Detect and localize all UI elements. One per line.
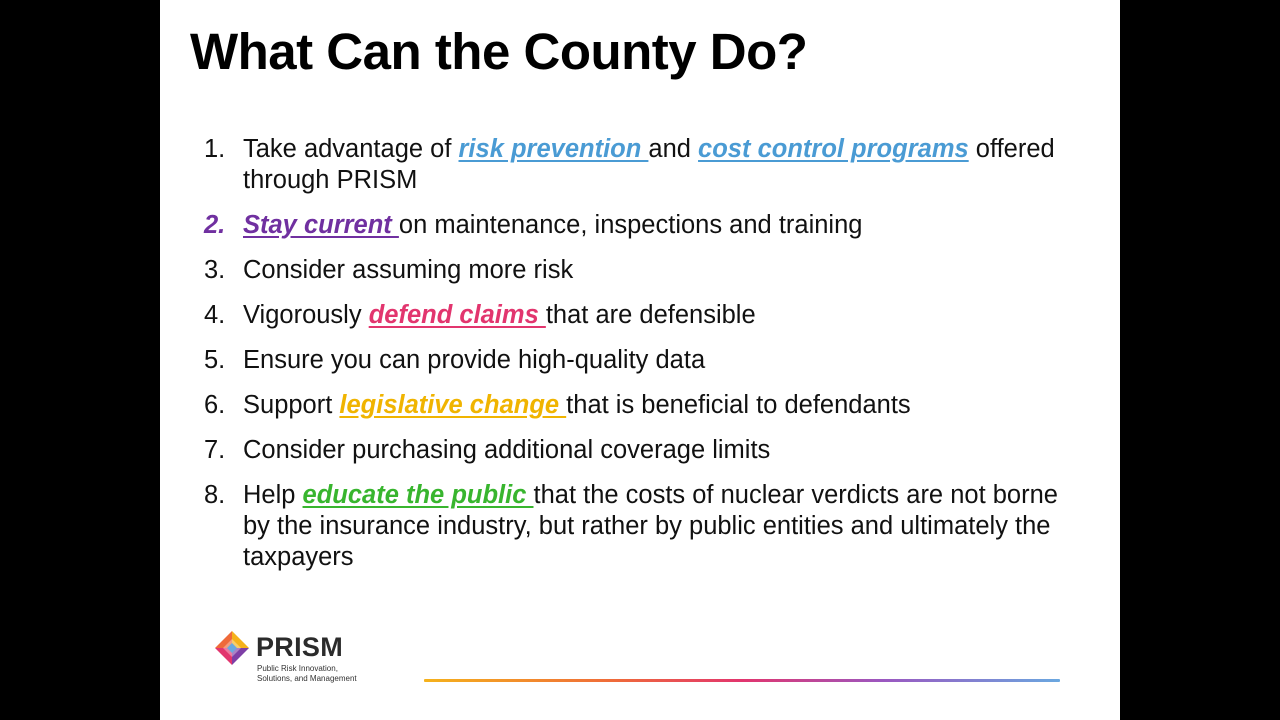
slide — [160, 0, 1120, 720]
prism-logo — [214, 630, 374, 686]
item-text — [243, 210, 1084, 241]
item-number: 4. — [204, 301, 226, 329]
defend-claims-link[interactable]: defend claims — [368, 301, 546, 329]
list-item — [204, 210, 1084, 241]
slide-title: What Can the County Do? — [190, 23, 808, 80]
item-text-part: Support — [243, 391, 340, 419]
item-number: 6. — [204, 391, 226, 419]
item-text — [243, 255, 1084, 286]
item-text — [243, 480, 1084, 573]
item-number: 1. — [204, 135, 226, 163]
list-item — [204, 390, 1084, 421]
list-item — [204, 345, 1084, 376]
logo-tagline — [257, 664, 377, 684]
item-text — [243, 345, 1084, 376]
item-text-part: that are defensible — [545, 301, 756, 329]
list-item — [204, 480, 1084, 573]
footer-gradient-divider — [424, 679, 1060, 682]
item-text-part: on maintenance, inspections and training — [398, 211, 863, 239]
stay-current-link[interactable]: Stay current — [243, 211, 399, 239]
list-item — [204, 300, 1084, 331]
item-number: 8. — [204, 481, 226, 509]
item-text-part: and — [648, 135, 699, 163]
item-number: 7. — [204, 436, 226, 464]
item-number: 5. — [204, 346, 226, 374]
item-text-part: Consider assuming more risk — [243, 256, 574, 284]
item-text — [243, 390, 1084, 421]
list-item — [204, 435, 1084, 466]
prism-diamond-icon — [214, 630, 250, 666]
item-text-part: that is beneficial to defendants — [566, 391, 911, 419]
item-text — [243, 300, 1084, 331]
item-text-part: Consider purchasing additional coverage limits — [243, 436, 771, 464]
risk-prevention-link[interactable]: risk prevention — [458, 135, 649, 163]
item-number: 3. — [204, 256, 226, 284]
item-text-part: Vigorously — [243, 301, 369, 329]
item-text-part: offered through PRISM — [243, 135, 1055, 194]
logo-wordmark: PRISM — [256, 632, 344, 662]
logo-tagline-line: Solutions, and Management — [257, 674, 357, 683]
list-item — [204, 134, 1084, 196]
item-text-part: Help — [243, 481, 303, 509]
list-item — [204, 255, 1084, 286]
item-text-part: Take advantage of — [243, 135, 459, 163]
item-text — [243, 134, 1084, 196]
legislative-change-link[interactable]: legislative change — [339, 391, 567, 419]
action-list — [204, 134, 1084, 587]
logo-tagline-line: Public Risk Innovation, — [257, 664, 338, 673]
educate-the-public-link[interactable]: educate the public — [302, 481, 534, 509]
item-text — [243, 435, 1084, 466]
item-number: 2. — [204, 211, 226, 239]
cost-control-programs-link[interactable]: cost control programs — [698, 135, 969, 163]
item-text-part: that the costs of nuclear verdicts are not borne by the insurance industry, but rather by public entities and ultimately the taxpayers — [243, 481, 1058, 571]
item-text-part: Ensure you can provide high-quality data — [243, 346, 706, 374]
